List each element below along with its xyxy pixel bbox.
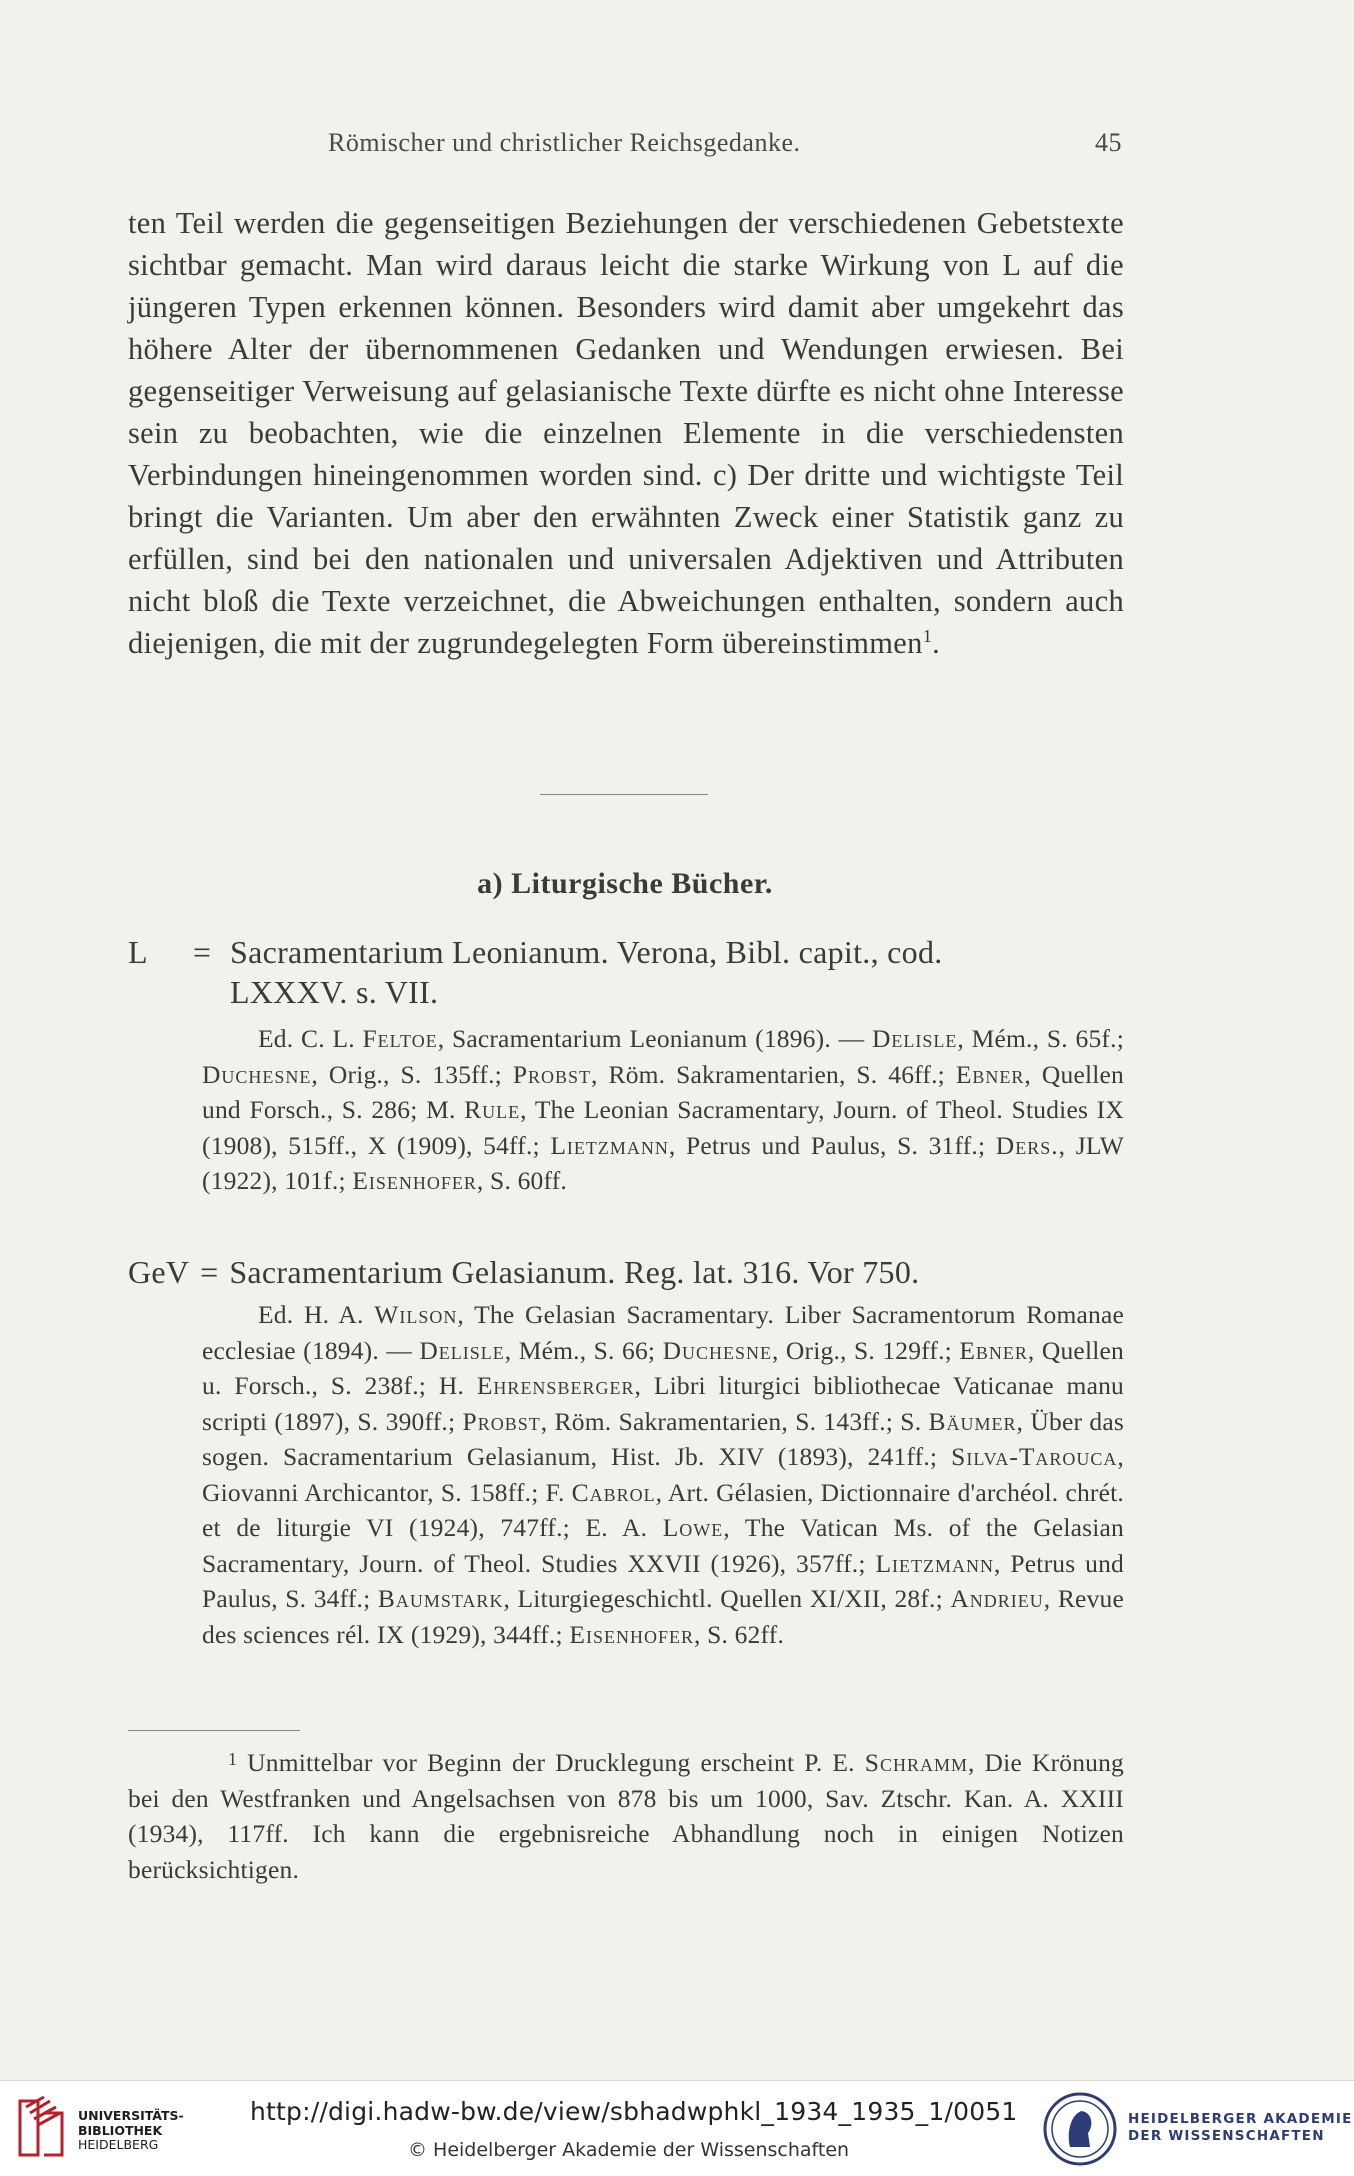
reference-text: , Liturgiegeschichtl. Quellen XI/XII, 28f.; (503, 1584, 951, 1613)
entry-references-text (202, 1297, 1124, 1652)
author-name: Rule (464, 1095, 521, 1124)
author-name: Delisle (419, 1335, 505, 1365)
academy-name-line2: DER WISSENSCHAFTEN (1128, 2128, 1325, 2144)
reference-text: , Giovanni Archicantor, S. 158ff.; F. (202, 1442, 1124, 1507)
entry-references-gev (202, 1297, 1124, 1652)
reference-text: , The Leonian Sacramentary, Journ. of Theol. Studies IX (1908), 515ff., X (1909), 54ff.; (202, 1095, 1124, 1160)
author-name: Lietzmann (875, 1548, 995, 1578)
academy-name-line1: HEIDELBERGER AKADEMIE (1128, 2111, 1353, 2127)
author-name: Wilson (374, 1300, 458, 1329)
author-name: Delisle (871, 1024, 958, 1053)
reference-text: , Mém., S. 66; (504, 1335, 663, 1365)
author-name: Ebner (955, 1059, 1025, 1089)
viewer-footer (0, 2080, 1354, 2176)
footnote (128, 1742, 1124, 1887)
library-name-line1: UNIVERSITÄTS- (78, 2108, 184, 2123)
library-logo-icon[interactable] (14, 2093, 76, 2163)
entry-abbreviation: L (128, 934, 148, 970)
section-heading: a) Liturgische Bücher. (477, 867, 773, 900)
author-name: Lowe (662, 1513, 724, 1542)
reference-text: , The Gelasian Sacramentary. Liber Sacramentorum Romanae ecclesiae (1894). — (202, 1300, 1124, 1365)
entry-equals-sign: = (200, 1254, 219, 1290)
reference-text: , Röm. Sakramentarien, S. 143ff.; S. (540, 1406, 929, 1436)
entry-references-text (202, 1021, 1124, 1199)
entry-title: Sacramentarium Leonianum. Verona, Bibl. capit., cod. (230, 934, 943, 970)
section-divider (540, 794, 708, 795)
entry-title: Sacramentarium Gelasianum. Reg. lat. 316. Vor 750. (229, 1254, 920, 1290)
footnote-reference[interactable]: 1 (922, 625, 933, 646)
academy-seal-icon[interactable] (1042, 2091, 1118, 2167)
author-name: Ebner (959, 1335, 1028, 1365)
body-paragraph-end: . (932, 626, 941, 660)
reference-text: , Mém., S. 65f.; (957, 1024, 1124, 1053)
reference-text: , Art. Gélasien, Dictionnaire d'archéol. chrét. et de liturgie VI (1924), 747ff.; E. A. (202, 1477, 1124, 1542)
footnote-text (128, 1748, 1124, 1884)
reference-text: Ed. C. L. (258, 1024, 363, 1053)
author-name: Ehrensberger (476, 1371, 635, 1400)
reference-text: , Petrus und Paulus, S. 31ff.; (668, 1130, 996, 1160)
reference-text: , S. 62ff. (693, 1619, 785, 1649)
entry-title-continuation: LXXXV. s. VII. (230, 974, 439, 1010)
author-name: Eisenhofer (569, 1619, 694, 1649)
author-name: Lietzmann (550, 1130, 669, 1160)
author-name: Baumstark (377, 1584, 504, 1613)
reference-text: , JLW (1922), 101f.; (202, 1130, 1124, 1195)
reference-text: , Über das sogen. Sacramentarium Gelasianum, Hist. Jb. XIV (1893), 241ff.; (202, 1406, 1124, 1471)
reference-text: , Revue des sciences rél. IX (1929), 344ff.; (202, 1584, 1124, 1649)
reference-text: , Petrus und Paulus, S. 34ff.; (202, 1548, 1125, 1613)
body-paragraph (128, 202, 1124, 664)
library-name-line2: BIBLIOTHEK (78, 2122, 163, 2138)
entry-references-l (202, 1021, 1124, 1199)
entry-equals-sign: = (192, 934, 212, 970)
author-name: Eisenhofer (352, 1166, 477, 1195)
reference-text: , Sacramentarium Leonianum (1896). — (437, 1024, 872, 1053)
author-name: Cabrol (571, 1477, 656, 1507)
reference-text: Unmittelbar vor Beginn der Drucklegung erscheint P. E. (247, 1748, 865, 1777)
running-head (128, 128, 1122, 168)
body-paragraph-text: ten Teil werden die gegenseitigen Beziehungen der verschiedenen Gebetstexte sichtbar gemacht. Man wird daraus leicht die starke Wirkung von L auf die jüngeren Typen erkennen können. Besonders wird damit aber umgekehrt das höhere Alter der übernommenen Gedanken und Wendungen erwiesen. Bei gegenseitiger Verweisung auf gelasianische Texte dürfte es nicht ohne Interesse sein zu beobachten, wie die einzelnen Elemente in die verschiedensten Verbindungen hineingenommen worden sind. c) Der dritte und wichtigste Teil bringt die Varianten. Um aber den erwähnten Zweck einer Statistik ganz zu erfüllen, sind bei den nationalen und universalen Adjektiven und Attributen nicht bloß die Texte verzeichnet, die Abweichungen enthalten, sondern auch diejenigen, die mit der zugrundegelegten Form übereinstimmen (128, 206, 1124, 660)
author-name: Probst (462, 1406, 541, 1436)
library-name (78, 2109, 184, 2153)
reference-text: , The Vatican Ms. of the Gelasian Sacramentary, Journ. of Theol. Studies XXVII (1926), 357ff.; (202, 1513, 1125, 1578)
author-name: Bäumer (928, 1406, 1017, 1436)
author-name: Feltoe (362, 1024, 438, 1053)
author-name: Andrieu (950, 1584, 1044, 1613)
copyright-notice: © Heidelberger Akademie der Wissenschaften (408, 2139, 850, 2161)
entry-abbreviation: GeV (128, 1254, 190, 1290)
author-name: Ders. (995, 1130, 1059, 1160)
author-name: Silva-Tarouca (951, 1442, 1118, 1471)
academy-name (1128, 2111, 1353, 2145)
reference-text: , Libri liturgici bibliothecae Vaticanae manu scripti (1897), S. 390ff.; (202, 1371, 1124, 1436)
author-name: Duchesne (202, 1059, 312, 1089)
footnote-marker: 1 (228, 1749, 238, 1769)
author-name: Schramm (864, 1748, 968, 1777)
running-head-title: Römischer und christlicher Reichsgedanke. (328, 128, 801, 157)
document-url-link[interactable]: http://digi.hadw-bw.de/view/sbhadwphkl_1934_1935_1/0051 (250, 2097, 1018, 2126)
footnote-rule (128, 1730, 300, 1731)
reference-text: , Quellen u. Forsch., S. 238f.; H. (202, 1335, 1124, 1400)
reference-text: , Quellen und Forsch., S. 286; M. (202, 1059, 1125, 1124)
reference-text: , Orig., S. 129ff.; (771, 1335, 960, 1365)
entry-heading-gev (128, 1252, 1124, 1292)
author-name: Duchesne (662, 1335, 772, 1365)
reference-text: , Die Krönung bei den Westfranken und Angelsachsen von 878 bis um 1000, Sav. Ztschr. Kan. A. XXIII (1934), 117ff. Ich kann die ergebnisreiche Abhandlung noch in einigen Notizen berücksichtigen. (128, 1748, 1125, 1884)
reference-text: , S. 60ff. (476, 1166, 567, 1195)
page-number: 45 (1095, 128, 1122, 157)
entry-heading-l (128, 932, 1124, 1012)
reference-text: Ed. H. A. (258, 1300, 375, 1329)
reference-text: , Orig., S. 135ff.; (311, 1059, 513, 1089)
author-name: Probst (512, 1059, 592, 1089)
reference-text: , Röm. Sakramentarien, S. 46ff.; (591, 1059, 956, 1089)
library-name-line3: HEIDELBERG (78, 2137, 159, 2152)
